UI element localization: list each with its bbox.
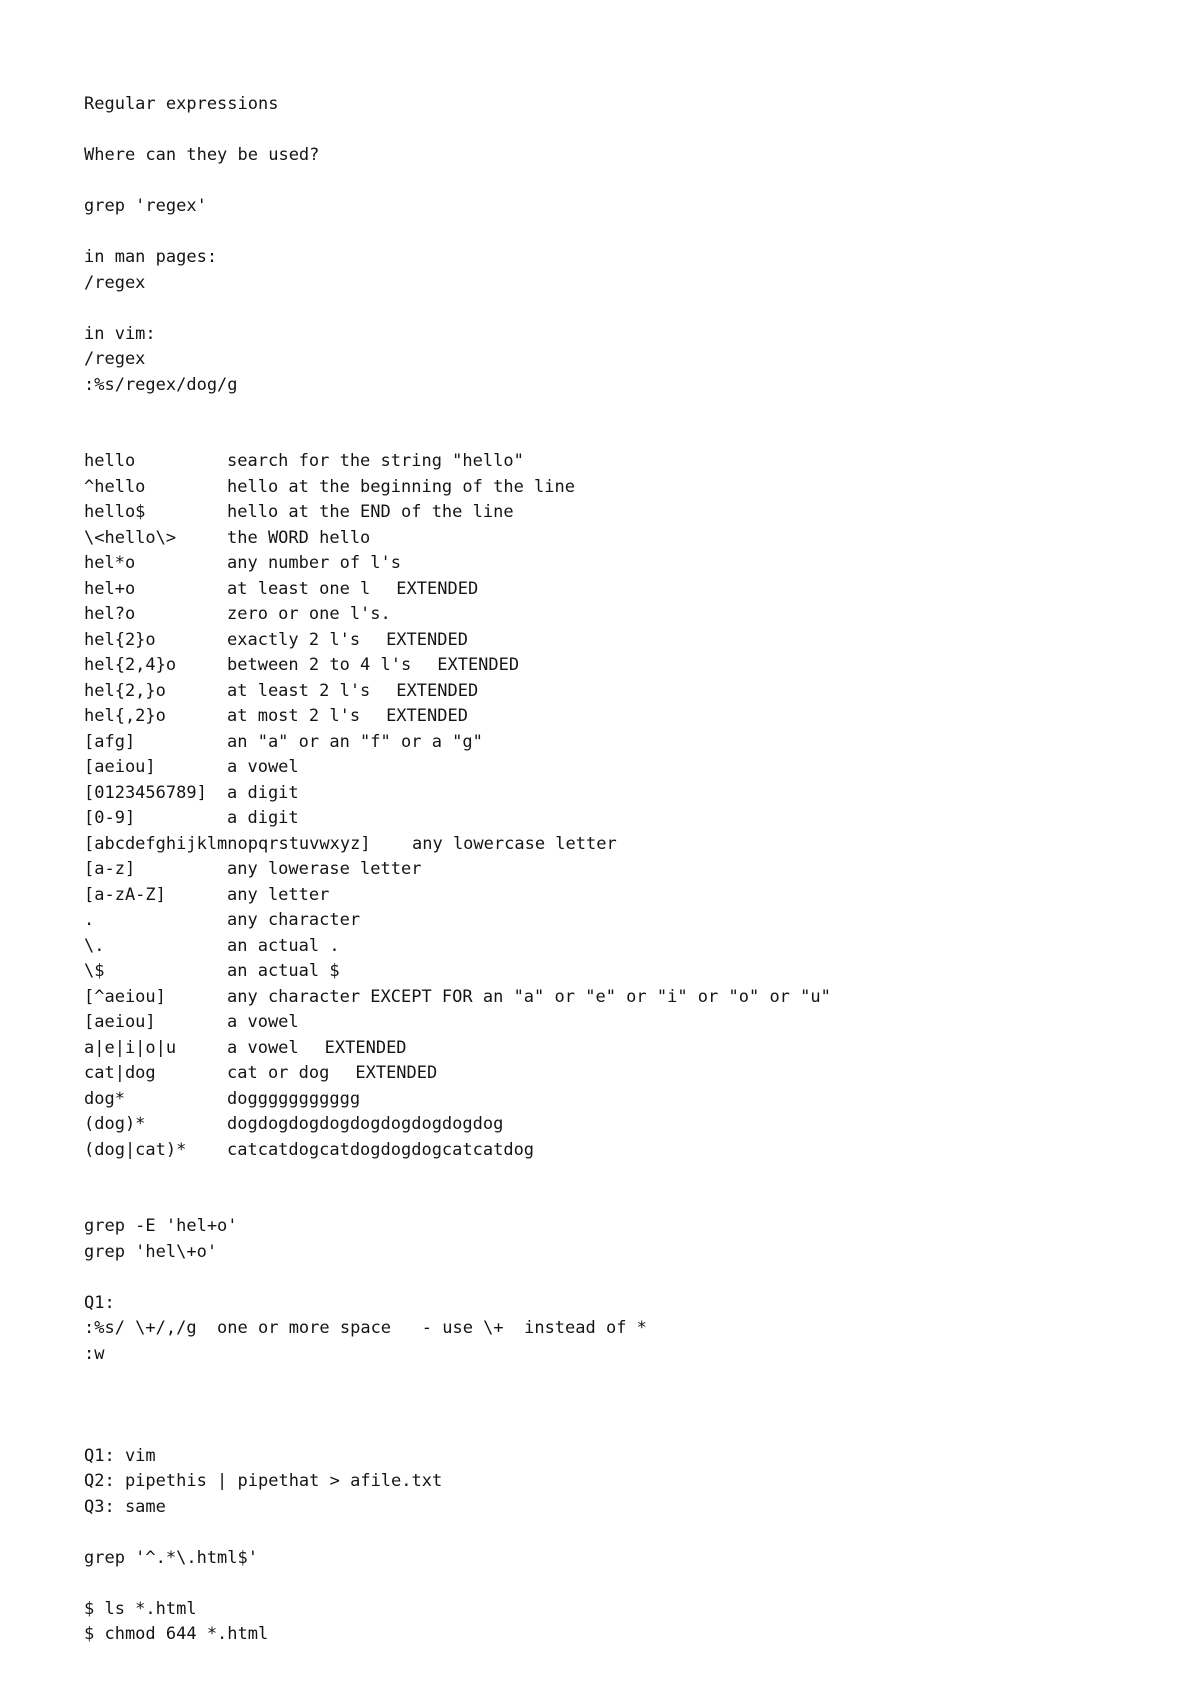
regex-description-cell bbox=[227, 1010, 299, 1036]
document-page bbox=[84, 92, 1164, 1648]
regex-description-cell bbox=[227, 781, 299, 807]
regex-description-cell bbox=[227, 577, 478, 603]
regex-pattern: hel+o bbox=[84, 578, 136, 599]
regex-description-cell bbox=[227, 475, 575, 501]
extended-tag: EXTENDED bbox=[386, 629, 468, 650]
regex-row bbox=[84, 1087, 1164, 1113]
regex-row bbox=[84, 985, 1164, 1011]
regex-row bbox=[84, 1061, 1164, 1087]
regex-row bbox=[84, 526, 1164, 552]
regex-description: at most 2 l's bbox=[227, 706, 361, 726]
note-line: Q1: vim bbox=[84, 1445, 156, 1466]
regex-pattern: [0123456789] bbox=[84, 782, 207, 803]
intro-line: Where can they be used? bbox=[84, 145, 320, 165]
regex-pattern: hello bbox=[84, 451, 136, 471]
notes-section bbox=[84, 1214, 1164, 1648]
regex-row bbox=[84, 806, 1164, 832]
spacer bbox=[84, 1163, 1164, 1189]
spacer bbox=[84, 424, 1164, 450]
regex-description: exactly 2 l's bbox=[227, 629, 361, 650]
note-line: grep '^.*\.html$' bbox=[84, 1547, 258, 1568]
regex-description: between 2 to 4 l's bbox=[227, 655, 412, 675]
regex-description-cell bbox=[227, 653, 519, 679]
regex-pattern: [abcdefghijklmnopqrstuvwxyz] bbox=[84, 833, 371, 854]
regex-description-cell bbox=[227, 1138, 534, 1164]
regex-description-cell bbox=[227, 908, 360, 934]
note-line: Q1: bbox=[84, 1292, 115, 1313]
regex-pattern: \. bbox=[84, 935, 105, 956]
regex-pattern: [a-zA-Z] bbox=[84, 884, 166, 905]
regex-description: the WORD hello bbox=[227, 527, 371, 548]
regex-row bbox=[84, 908, 1164, 934]
regex-row bbox=[84, 1036, 1164, 1062]
note-line: Q2: pipethis | pipethat > afile.txt bbox=[84, 1471, 443, 1491]
regex-row bbox=[84, 959, 1164, 985]
regex-pattern: a|e|i|o|u bbox=[84, 1037, 177, 1058]
regex-pattern: \<hello\> bbox=[84, 527, 177, 548]
regex-pattern: hello$ bbox=[84, 502, 146, 522]
regex-description-cell bbox=[227, 1112, 503, 1138]
regex-pattern: (dog|cat)* bbox=[84, 1139, 187, 1160]
regex-description: any lowerase letter bbox=[227, 859, 422, 879]
spacer bbox=[84, 1571, 1164, 1597]
extended-tag: EXTENDED bbox=[324, 1037, 407, 1058]
regex-description: catcatdogcatdogdogdogcatcatdog bbox=[227, 1139, 535, 1160]
intro-line: grep 'regex' bbox=[84, 196, 207, 216]
regex-row bbox=[84, 475, 1164, 501]
regex-description: dogdogdogdogdogdogdogdogdog bbox=[227, 1114, 504, 1134]
regex-description-cell bbox=[412, 832, 617, 858]
regex-pattern: [aeiou] bbox=[84, 757, 156, 777]
regex-description-cell bbox=[227, 883, 329, 909]
regex-pattern: [a-z] bbox=[84, 859, 136, 879]
regex-description-cell bbox=[227, 857, 421, 883]
spacer bbox=[84, 1418, 1164, 1444]
regex-description-cell bbox=[227, 602, 391, 628]
regex-description-cell bbox=[227, 500, 514, 526]
spacer bbox=[84, 118, 1164, 144]
note-line: grep 'hel\+o' bbox=[84, 1241, 218, 1262]
intro-line: :%s/regex/dog/g bbox=[84, 374, 238, 395]
regex-row bbox=[84, 704, 1164, 730]
regex-pattern: hel?o bbox=[84, 604, 136, 624]
regex-description: doggggggggggg bbox=[227, 1088, 361, 1109]
regex-description: cat or dog bbox=[227, 1063, 330, 1083]
note-line: :w bbox=[84, 1343, 105, 1364]
intro-line: in vim: bbox=[84, 323, 156, 344]
regex-pattern: hel{2,}o bbox=[84, 680, 166, 701]
regex-row bbox=[84, 781, 1164, 807]
regex-description-cell bbox=[227, 449, 524, 475]
regex-reference-table bbox=[84, 449, 1164, 1163]
regex-description-cell bbox=[227, 1087, 360, 1113]
regex-description-cell bbox=[227, 934, 340, 960]
regex-row bbox=[84, 755, 1164, 781]
regex-row bbox=[84, 500, 1164, 526]
regex-description: any character bbox=[227, 910, 361, 930]
regex-pattern: dog* bbox=[84, 1088, 125, 1109]
regex-description-cell bbox=[227, 679, 478, 705]
regex-pattern: [^aeiou] bbox=[84, 986, 166, 1007]
spacer bbox=[84, 1189, 1164, 1215]
regex-pattern: hel{2}o bbox=[84, 629, 156, 650]
note-line: Q3: same bbox=[84, 1496, 166, 1517]
regex-description: at least one l bbox=[227, 578, 371, 599]
extended-tag: EXTENDED bbox=[386, 706, 468, 726]
regex-description-cell bbox=[227, 1061, 437, 1087]
regex-pattern: . bbox=[84, 910, 95, 930]
intro-line: in man pages: bbox=[84, 247, 218, 267]
regex-description: a digit bbox=[227, 782, 299, 803]
regex-pattern: (dog)* bbox=[84, 1114, 146, 1134]
regex-description: any character EXCEPT FOR an "a" or "e" or "i" or "o" or "u" bbox=[227, 986, 831, 1007]
spacer bbox=[84, 220, 1164, 246]
extended-tag: EXTENDED bbox=[396, 680, 479, 701]
regex-description-cell bbox=[227, 628, 468, 654]
regex-description-cell bbox=[227, 551, 401, 577]
regex-description-cell bbox=[227, 959, 340, 985]
regex-description: an actual $ bbox=[227, 961, 340, 981]
spacer bbox=[84, 398, 1164, 424]
regex-row bbox=[84, 857, 1164, 883]
note-line: $ chmod 644 *.html bbox=[84, 1624, 269, 1644]
regex-row bbox=[84, 653, 1164, 679]
note-line: :%s/ \+/,/g one or more space - use \+ instead of * bbox=[84, 1318, 647, 1338]
regex-pattern: ^hello bbox=[84, 476, 146, 497]
regex-description: a vowel bbox=[227, 1012, 299, 1032]
regex-row bbox=[84, 551, 1164, 577]
spacer bbox=[84, 1265, 1164, 1291]
regex-row bbox=[84, 1010, 1164, 1036]
regex-description-cell bbox=[227, 526, 370, 552]
regex-pattern: hel{,2}o bbox=[84, 706, 166, 726]
regex-description-cell bbox=[227, 806, 299, 832]
regex-row bbox=[84, 679, 1164, 705]
regex-row bbox=[84, 1138, 1164, 1164]
regex-row bbox=[84, 832, 1164, 858]
regex-description: an actual . bbox=[227, 935, 340, 956]
regex-description: an "a" or an "f" or a "g" bbox=[227, 731, 483, 752]
regex-description-cell bbox=[227, 1036, 407, 1062]
regex-pattern: cat|dog bbox=[84, 1063, 156, 1083]
regex-pattern: [0-9] bbox=[84, 808, 136, 828]
regex-description: a vowel bbox=[227, 1037, 299, 1058]
regex-description: hello at the beginning of the line bbox=[227, 476, 575, 497]
regex-row bbox=[84, 577, 1164, 603]
regex-description: at least 2 l's bbox=[227, 680, 371, 701]
extended-tag: EXTENDED bbox=[437, 655, 520, 675]
regex-description-cell bbox=[227, 730, 483, 756]
regex-description-cell bbox=[227, 985, 831, 1011]
spacer bbox=[84, 1520, 1164, 1546]
regex-pattern: hel{2,4}o bbox=[84, 655, 177, 675]
regex-row bbox=[84, 449, 1164, 475]
regex-row bbox=[84, 602, 1164, 628]
regex-description: any number of l's bbox=[227, 553, 401, 573]
regex-description: a digit bbox=[227, 808, 299, 828]
intro-line: /regex bbox=[84, 272, 146, 293]
regex-description: hello at the END of the line bbox=[227, 502, 514, 522]
extended-tag: EXTENDED bbox=[355, 1063, 438, 1083]
regex-row bbox=[84, 628, 1164, 654]
regex-row bbox=[84, 730, 1164, 756]
regex-pattern: [aeiou] bbox=[84, 1012, 156, 1032]
intro-line: Regular expressions bbox=[84, 94, 279, 114]
regex-description-cell bbox=[227, 755, 299, 781]
spacer bbox=[84, 1393, 1164, 1419]
regex-row bbox=[84, 1112, 1164, 1138]
intro-section bbox=[84, 92, 1164, 398]
regex-row bbox=[84, 934, 1164, 960]
regex-description: any letter bbox=[227, 884, 330, 905]
extended-tag: EXTENDED bbox=[396, 578, 479, 599]
regex-pattern: [afg] bbox=[84, 731, 136, 752]
regex-description: zero or one l's. bbox=[227, 604, 391, 624]
regex-description: a vowel bbox=[227, 757, 299, 777]
note-line: grep -E 'hel+o' bbox=[84, 1216, 238, 1236]
spacer bbox=[84, 296, 1164, 322]
regex-pattern: hel*o bbox=[84, 553, 136, 573]
spacer bbox=[84, 1367, 1164, 1393]
regex-description: any lowercase letter bbox=[412, 833, 617, 854]
spacer bbox=[84, 169, 1164, 195]
regex-description-cell bbox=[227, 704, 468, 730]
intro-line: /regex bbox=[84, 349, 146, 369]
regex-row bbox=[84, 883, 1164, 909]
regex-description: search for the string "hello" bbox=[227, 451, 524, 471]
note-line: $ ls *.html bbox=[84, 1598, 197, 1619]
regex-pattern: \$ bbox=[84, 961, 105, 981]
